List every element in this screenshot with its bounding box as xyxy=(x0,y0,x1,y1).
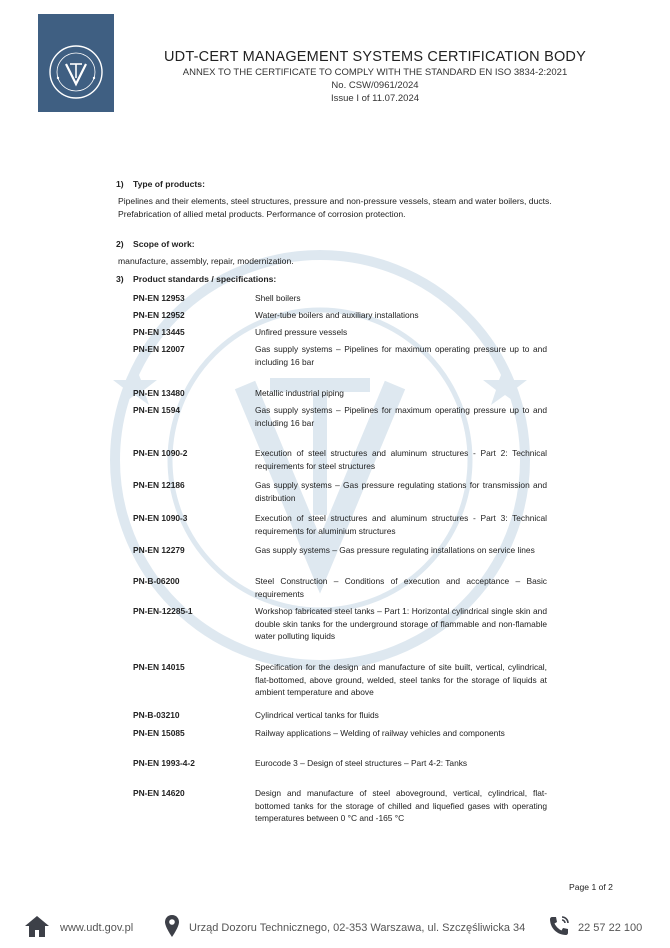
standard-code: PN-EN 1594 xyxy=(133,405,181,415)
footer-phone[interactable]: 22 57 22 100 xyxy=(578,922,643,934)
standard-description: Gas supply systems – Gas pressure regulating installations on service lines xyxy=(255,545,535,555)
standard-code: PN-EN 12007 xyxy=(133,344,185,354)
certificate-number: No. CSW/0961/2024 xyxy=(331,80,419,91)
page-footer xyxy=(0,906,670,948)
section-number: 2) xyxy=(116,239,124,249)
standard-description: Shell boilers xyxy=(255,293,301,303)
footer-website[interactable]: www.udt.gov.pl xyxy=(60,922,134,934)
standard-code: PN-EN 12952 xyxy=(133,310,185,320)
section-body: manufacture, assembly, repair, modernization. xyxy=(118,256,294,266)
standard-code: PN-EN 14015 xyxy=(133,662,185,672)
standard-code: PN-EN 12953 xyxy=(133,293,185,303)
standard-description: Workshop fabricated steel tanks – Part 1: Horizontal cylindrical single skin and double skin tanks for the underground storage of flammable and non-flamable water polluting liquids xyxy=(255,606,547,642)
standard-description: Gas supply systems – Gas pressure regulating stations for transmission and distribution xyxy=(255,480,547,503)
annex-line: ANNEX TO THE CERTIFICATE TO COMPLY WITH THE STANDARD EN ISO 3834-2:2021 xyxy=(182,67,568,78)
standard-code: PN-EN 12279 xyxy=(133,545,185,555)
standard-description: Specification for the design and manufacture of site built, vertical, cylindrical, flat-bottomed, above ground, welded, steel tanks for the storage of liquids at ambient temperature and above xyxy=(255,662,547,698)
section-heading: Scope of work: xyxy=(133,239,195,249)
standard-code: PN-EN 12186 xyxy=(133,480,185,490)
standard-description: Execution of steel structures and aluminum structures - Part 3: Technical requirements for aluminium structures xyxy=(255,513,547,536)
standard-description: Metallic industrial piping xyxy=(255,388,344,398)
standard-code: PN-EN 1090-2 xyxy=(133,448,188,458)
standard-code: PN-EN 15085 xyxy=(133,728,185,738)
udt-cert-seal-icon xyxy=(46,42,106,102)
standard-description: Execution of steel structures and aluminum structures - Part 2: Technical requirements for steel structures xyxy=(255,448,547,471)
standard-code: PN-EN 14620 xyxy=(133,788,185,798)
standard-code: PN-EN 13445 xyxy=(133,327,185,337)
standard-code: PN-B-03210 xyxy=(133,710,180,720)
standard-description: Design and manufacture of steel aboveground, vertical, cylindrical, flat-bottomed tanks for the storage of chilled and liquefied gases with operating temperatures between 0 °C and -165 °C xyxy=(255,788,547,824)
standard-code: PN-EN-12285-1 xyxy=(133,606,193,616)
udt-cert-logo xyxy=(38,14,114,112)
section-heading: Type of products: xyxy=(133,179,205,189)
standard-description: Unfired pressure vessels xyxy=(255,327,348,337)
document-header xyxy=(130,48,620,105)
standard-description: Steel Construction – Conditions of execution and acceptance – Basic requirements xyxy=(255,576,547,599)
standard-description: Cylindrical vertical tanks for fluids xyxy=(255,710,379,720)
section-number: 3) xyxy=(116,274,124,284)
footer-address: Urząd Dozoru Technicznego, 02-353 Warszawa, ul. Szczęśliwicka 34 xyxy=(189,922,526,934)
certification-body-title: UDT-CERT MANAGEMENT SYSTEMS CERTIFICATION BODY xyxy=(164,49,586,65)
home-icon xyxy=(24,914,50,938)
standard-code: PN-EN 1993-4-2 xyxy=(133,758,195,768)
standard-code: PN-B-06200 xyxy=(133,576,180,586)
page-number: Page 1 of 2 xyxy=(569,882,613,892)
phone-icon xyxy=(547,914,571,938)
standard-description: Railway applications – Welding of railway vehicles and components xyxy=(255,728,505,738)
section-heading: Product standards / specifications: xyxy=(133,274,277,284)
section-number: 1) xyxy=(116,179,124,189)
standard-description: Gas supply systems – Pipelines for maximum operating pressure up to and including 16 bar xyxy=(255,344,547,367)
issue-date: Issue I of 11.07.2024 xyxy=(330,93,420,104)
standard-code: PN-EN 1090-3 xyxy=(133,513,188,523)
location-pin-icon xyxy=(164,914,180,938)
standard-description: Eurocode 3 – Design of steel structures – Part 4-2: Tanks xyxy=(255,758,468,768)
standard-description: Water-tube boilers and auxiliary installations xyxy=(255,310,419,320)
standard-code: PN-EN 13480 xyxy=(133,388,185,398)
standard-description: Gas supply systems – Pipelines for maximum operating pressure up to and including 16 bar xyxy=(255,405,547,428)
section-body: Pipelines and their elements, steel structures, pressure and non-pressure vessels, steam and water boilers, ducts. Prefabrication of allied metal products. Performance of corrosion protection. xyxy=(118,196,552,219)
